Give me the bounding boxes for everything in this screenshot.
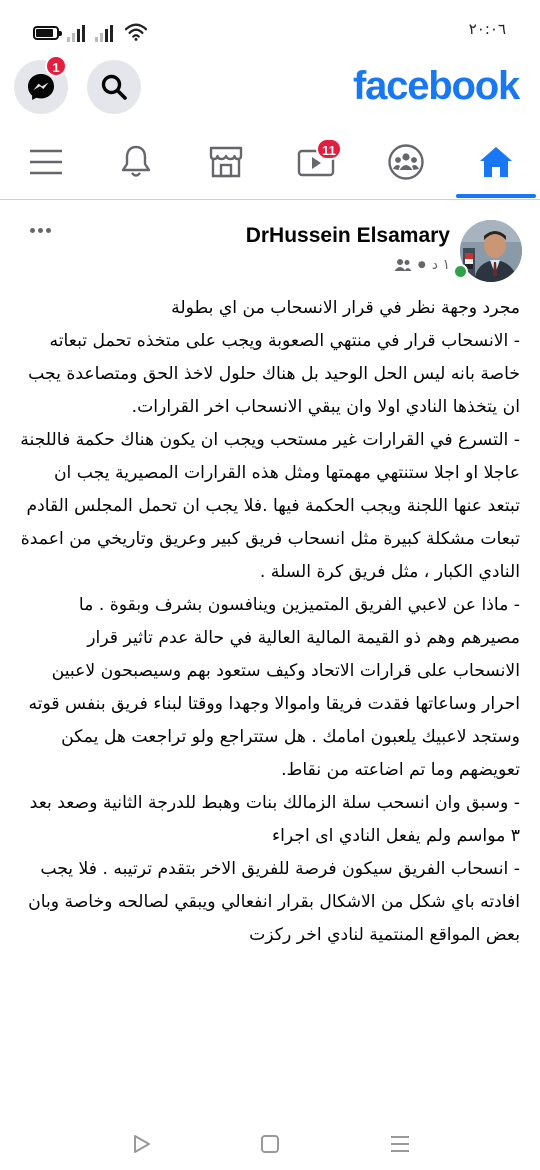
messenger-badge: 1 (45, 55, 67, 77)
wifi-icon (125, 22, 147, 42)
avatar-photo (460, 220, 522, 282)
post-author[interactable]: DrHussein Elsamary (245, 224, 450, 247)
meta-separator: ● (417, 260, 426, 270)
online-indicator (453, 264, 468, 279)
system-nav-bar (0, 1116, 540, 1170)
more-options-button[interactable] (22, 220, 58, 240)
post-text: مجرد وجهة نظر في قرار الانسحاب من اي بطولة - الانسحاب قرار في منتهي الصعوبة ويجب على متخذه تحمل تبعاته خاصة بانه ليس الحل الوحيد بل هناك حلول لاخذ الحق ومتصاعدة يجب ان يتخذها النادي اولا وان يبقي الانسحاب اخر القرارات. - التسرع في القرارات غير مستحب ويجب ان يكون هناك حكمة فاللجنة عاجلا او اجلا ستنتهي مهمتها ومثل هذه القرارات المصيرية يجب ان تبتعد عنها اللجنة ويجب الحكمة فيها .فلا يجب ان تحمل المجلس القادم تبعات مشكلة كبيرة مثل انسحاب فريق كبير وعريق وتاريخي من اعمدة النادي الكبار ، مثل فريق كرة السلة . - ماذا عن لاعبي الفريق المتميزين وينافسون بشرف وبقوة . ما مصيرهم وهم ذو القيمة المالية العالية في حالة عدم تاثير قرار الانسحاب على قرارات الاتحاد وكيف ستعود بهم وسيصبحون لاعبين احرار وساعاتها فقدت فريقا واموالا وجهدا ووقتا لبناء فريق بنفس قوته وستجد لاعبيك يلعبون امامك . هل ستتراجع ولو تراجعت هل يمكن تعويضهم وما تم اضاعته من نقاط. - وسبق وان انسحب سلة الزمالك بنات وهبط للدرجة الثانية وصعد بعد ٣ مواسم ولم يفعل النادي اى اجراء - انسحاب الفريق سيكون فرصة للفريق الاخر بتقدم ترتيبه . فلا يجب افادته باي شكل من الاشكال بقرار انفعالي ويبقي لصالحه وخاصة وبان بعض المواقع المنتمية لنادي اخر ركزت (20, 298, 520, 945)
author-avatar[interactable] (460, 220, 522, 282)
tab-groups[interactable] (362, 128, 450, 196)
tab-menu[interactable] (2, 128, 90, 196)
signal-icon (95, 24, 117, 42)
app-header (0, 58, 540, 120)
groups-icon (387, 143, 425, 181)
tab-bar (0, 128, 540, 200)
marketplace-icon (208, 145, 244, 179)
tab-marketplace[interactable] (182, 128, 270, 196)
facebook-logo[interactable]: facebook (352, 64, 519, 108)
status-time: ٢٠:٠٦ (468, 20, 506, 38)
messenger-button[interactable] (14, 60, 68, 114)
search-icon (100, 73, 128, 101)
tab-notifications[interactable] (92, 128, 180, 196)
post-time[interactable]: ١ د (431, 257, 450, 273)
recents-icon[interactable] (389, 1134, 411, 1154)
post (0, 206, 540, 1104)
post-header (0, 206, 540, 290)
search-button[interactable] (87, 60, 141, 114)
post-meta (394, 257, 450, 273)
watch-badge: 11 (316, 138, 342, 160)
friends-icon (394, 258, 412, 272)
back-icon[interactable] (131, 1134, 153, 1154)
messenger-icon (26, 72, 56, 102)
signal-icon (67, 24, 89, 42)
home-icon (478, 145, 514, 179)
tab-home[interactable] (452, 128, 540, 196)
battery-icon (33, 26, 59, 40)
menu-icon (29, 148, 63, 176)
home-icon[interactable] (259, 1134, 281, 1154)
status-bar (0, 0, 540, 58)
tab-watch[interactable] (272, 128, 360, 196)
bell-icon (119, 144, 153, 180)
more-icon (30, 228, 35, 233)
